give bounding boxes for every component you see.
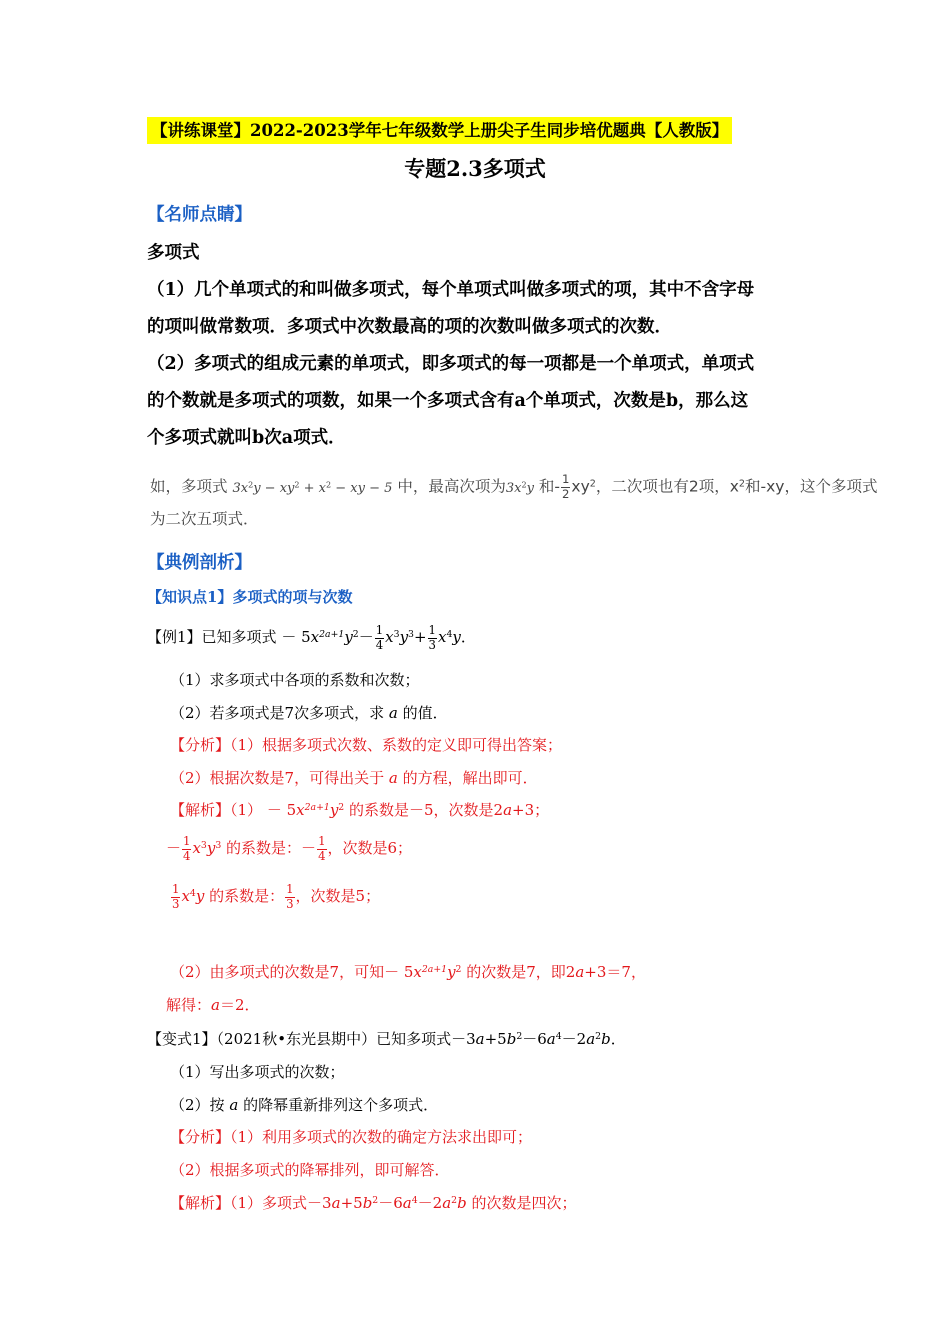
- definition-p1-line2: 的项叫做常数项．多项式中次数最高的项的次数叫做多项式的次数．: [147, 317, 672, 337]
- variant-1-question-1: （1）写出多项式的次数；: [170, 1063, 345, 1081]
- example-1-question-1: （1）求多项式中各项的系数和次数；: [170, 671, 420, 689]
- variant-1-statement: 【变式1】（2021秋•东光县期中）已知多项式$-3a+5b^2-6a^4-2a^2b$．: [147, 1030, 626, 1048]
- subheading-polynomial: 多项式: [147, 243, 200, 263]
- example-1-solution-3: $\frac{1}{3}$ $x^4y$ 的系数是： $\frac{1}{3}$ ，次数是5；: [172, 882, 381, 911]
- variant-1-solution-1: 【解析】（1）多项式$-3a+5b^2-6a^4-2a^2b$ 的次数是四次；: [170, 1194, 577, 1212]
- example-1-question-2: （2）若多项式是7次多项式，求 a 的值．: [170, 704, 448, 722]
- variant-1-analysis-1: 【分析】（1）利用多项式的次数的确定方法求出即可；: [170, 1128, 533, 1146]
- example-1-solution-2: － $\frac{1}{4}$ $x^3y^3$ 的系数是：－ $\frac{1}{4}$ ，次数是6；: [166, 834, 413, 863]
- example-box-line2: 为二次五项式．: [150, 510, 259, 528]
- variant-1-analysis-2: （2）根据多项式的降幂排列，即可解答．: [170, 1161, 450, 1179]
- variant-1-question-2: （2）按 a 的降幂重新排列这个多项式．: [170, 1096, 439, 1114]
- example-1-solution-5: 解得：a＝2．: [166, 996, 260, 1014]
- section-heading-cases: 【典例剖析】: [147, 553, 252, 573]
- example-1-analysis-1: 【分析】（1）根据多项式次数、系数的定义即可得出答案；: [170, 736, 563, 754]
- knowledge-point-1: 【知识点1】多项式的项与次数: [147, 588, 353, 606]
- definition-p1-line1: （1）几个单项式的和叫做多项式，每个单项式叫做多项式的项，其中不含字母: [147, 280, 755, 300]
- definition-p2-line1: （2）多项式的组成元素的单项式，即多项式的每一项都是一个单项式，单项式: [147, 354, 755, 374]
- example-1-statement: 【例1】已知多项式 － $5x^{2a+1}y^2-$ $\frac{1}{4}$ $x^3y^3+$ $\frac{1}{3}$ $x^4y$．: [147, 623, 476, 652]
- header-banner: 【讲练课堂】2022-2023学年七年级数学上册尖子生同步培优题典【人教版】: [147, 117, 732, 144]
- definition-p2-line2: 的个数就是多项式的项数，如果一个多项式含有a个单项式，次数是b，那么这: [147, 391, 749, 411]
- section-heading-teacher: 【名师点睛】: [147, 205, 252, 225]
- page-title: 专题2.3多项式: [404, 156, 546, 181]
- example-1-solution-1: 【解析】$(1) - 5x^{2a+1}y^2$ 的系数是－5，次数是2a+3；: [170, 801, 550, 819]
- definition-p2-line3: 个多项式就叫b次a项式．: [147, 428, 346, 448]
- example-1-analysis-2: （2）根据次数是7，可得出关于 a 的方程，解出即可．: [170, 769, 538, 787]
- example-box-line1: 如，多项式 $3x^2y - xy^2 + x^2$ − xy − 5 中，最高次项为$3x^2y$ 和- $\frac{1}{2}$ $xy^2$，二次项也有2项，$x^2$和-xy，这个多项式: [150, 472, 878, 501]
- example-1-solution-4: （2）由多项式的次数是7，可知－ $5x^{2a+1}y^2$ 的次数是7，即2a+3＝7，: [170, 963, 646, 981]
